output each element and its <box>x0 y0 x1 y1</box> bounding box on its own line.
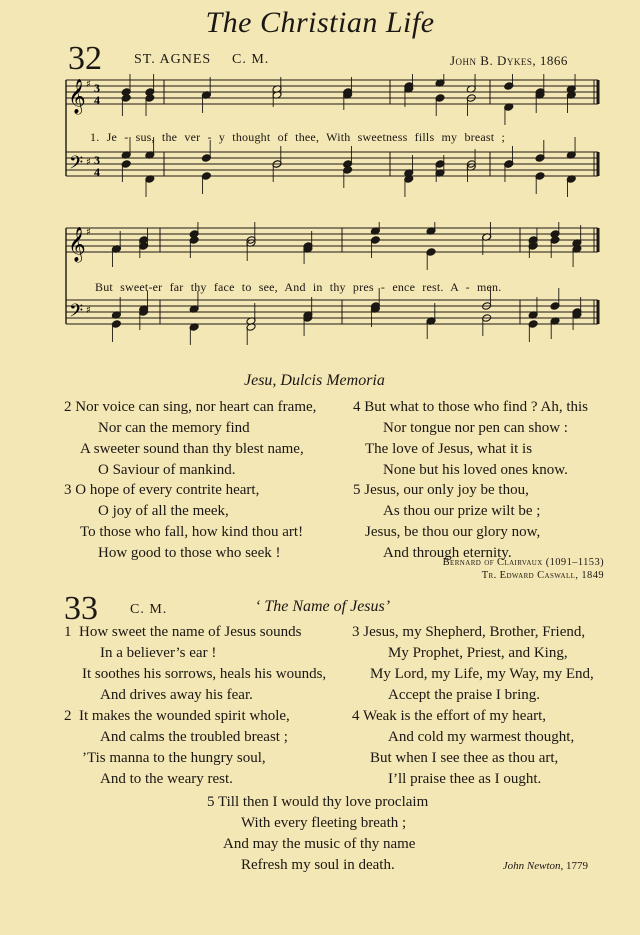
verse-line: O hope of every contrite heart, <box>75 482 260 498</box>
verse-line: And drives away his fear. <box>100 687 253 703</box>
stanza-number: 5 <box>207 794 215 810</box>
stanza-32-4 <box>353 397 588 481</box>
verse-line: But what to those who find ? Ah, this <box>364 399 588 415</box>
treble-clef: 𝄞 <box>68 79 86 114</box>
verse-line: The love of Jesus, what it is <box>365 441 533 457</box>
hymn-32-subtitle: Jesu, Dulcis Memoria <box>244 372 385 389</box>
time-signature: 4 <box>94 165 100 179</box>
stanza-32-5 <box>353 480 540 564</box>
verse-line: And to the weary rest. <box>100 771 233 787</box>
credit-line: Bernard of Clairvaux (1091–1153) <box>442 557 604 568</box>
stanza-33-5 <box>207 792 428 876</box>
verse-line: Weak is the effort of my heart, <box>362 708 547 724</box>
verse-line: With every fleeting breath ; <box>241 815 407 831</box>
verse-line: Nor tongue nor pen can show : <box>383 420 568 436</box>
verse-line: Jesus, my Shepherd, Brother, Friend, <box>363 624 586 640</box>
hymn-number-33: 33 <box>64 590 98 627</box>
stanza-number: 5 <box>353 482 361 498</box>
verse-line: Nor voice can sing, nor heart can frame, <box>75 399 317 415</box>
stanza-33-2 <box>64 706 290 790</box>
time-signature: 3 <box>94 81 100 95</box>
verse-line: How sweet the name of Jesus sounds <box>79 624 302 640</box>
bass-clef: 𝄢 <box>69 301 84 326</box>
time-signature: 4 <box>94 93 100 107</box>
verse-line: But when I see thee as thou art, <box>370 750 559 766</box>
bass-clef: 𝄢 <box>69 153 84 178</box>
verse-line: My Prophet, Priest, and King, <box>388 645 568 661</box>
treble-clef: 𝄞 <box>68 227 86 262</box>
lyric-line-2: But sweet-er far thy face to see, And in thy pres - ence rest. A - men. <box>95 280 502 294</box>
stanza-33-1 <box>64 622 326 706</box>
stanza-number: 2 <box>64 399 72 415</box>
lyric-line-1: 1. Je - sus, the ver - y thought of thee, With sweetness fills my breast ; <box>90 130 506 144</box>
hymn-33-subtitle: ‘ The Name of Jesus’ <box>255 598 391 615</box>
stanza-number: 4 <box>353 399 361 415</box>
sharp-sign: ♯ <box>86 305 91 316</box>
sharp-sign: ♯ <box>86 79 91 90</box>
time-signature: 3 <box>94 153 100 167</box>
stanza-number: 3 <box>64 482 72 498</box>
verse-line: O joy of all the meek, <box>98 503 229 519</box>
stanza-33-4 <box>352 706 574 790</box>
verse-line: And calms the troubled breast ; <box>100 729 288 745</box>
credit-line: Tr. Edward Caswall, 1849 <box>481 570 604 581</box>
sharp-sign: ♯ <box>86 227 91 238</box>
verse-line: Nor can the memory find <box>98 420 250 436</box>
hymn-number-32: 32 <box>68 40 102 77</box>
author-name: John Newton <box>502 860 561 872</box>
verse-line: None but his loved ones know. <box>383 462 568 478</box>
author-year: 1779 <box>566 860 588 872</box>
sharp-sign: ♯ <box>86 157 91 168</box>
verse-line: In a believer’s ear ! <box>100 645 217 661</box>
stanza-number: 1 <box>64 624 72 640</box>
author-credit <box>443 556 604 582</box>
verse-line: A sweeter sound than thy blest name, <box>80 441 304 457</box>
verse-line: And cold my warmest thought, <box>388 729 575 745</box>
verse-line: ’Tis manna to the hungry soul, <box>82 750 266 766</box>
verse-line: And may the music of thy name <box>223 836 416 852</box>
verse-line: It makes the wounded spirit whole, <box>79 708 290 724</box>
verse-line: Refresh my soul in death. <box>241 857 395 873</box>
tune-name: ST. AGNES <box>134 52 212 67</box>
verse-line: My Lord, my Life, my Way, my End, <box>370 666 594 682</box>
verse-line: Accept the praise I bring. <box>388 687 541 703</box>
verse-line: It soothes his sorrows, heals his wounds, <box>82 666 327 682</box>
verse-line: To those who fall, how kind thou art! <box>80 524 304 540</box>
stanza-32-2 <box>64 397 316 481</box>
verse-line: How good to those who seek ! <box>98 545 281 561</box>
author-credit-33: John Newton, 1779 <box>502 860 588 872</box>
verse-line: As thou our prize wilt be ; <box>383 503 541 519</box>
verse-line: And through eternity. <box>383 545 512 561</box>
verse-line: I’ll praise thee as I ought. <box>388 771 542 787</box>
stanza-number: 3 <box>352 624 360 640</box>
verse-line: Jesus, be thou our glory now, <box>365 524 541 540</box>
hymn-33-meter: C. M. <box>130 602 168 617</box>
stanza-number: 2 <box>64 708 72 724</box>
verse-line: Jesus, our only joy be thou, <box>364 482 529 498</box>
verse-line: O Saviour of mankind. <box>98 462 236 478</box>
stanza-32-3 <box>64 480 303 564</box>
stanza-number: 4 <box>352 708 360 724</box>
hymn-32-meter: C. M. <box>232 52 270 67</box>
stanza-33-3 <box>352 622 594 706</box>
page-title: The Christian Life <box>205 6 435 39</box>
composer: John B. Dykes, 1866 <box>450 53 568 68</box>
verse-line: Till then I would thy love proclaim <box>217 794 429 810</box>
